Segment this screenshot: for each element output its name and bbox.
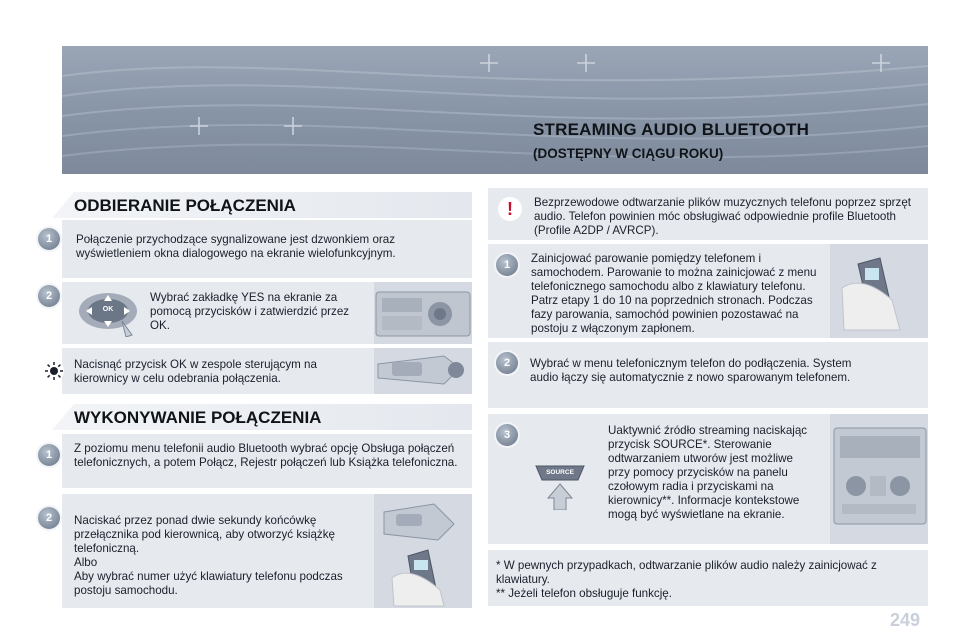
- sun-icon: [43, 360, 65, 382]
- making-step-2-text-1: Naciskać przez ponad dwie sekundy końcówkę przełącznika pod kierownicą, aby otworzyć książkę telefoniczną.: [74, 514, 335, 555]
- page-number: 249: [890, 610, 921, 630]
- step-number-badge: 1: [38, 444, 60, 466]
- exclamation-icon: !: [498, 197, 522, 221]
- step-number-badge: 1: [38, 228, 60, 250]
- step-number-badge: 3: [496, 424, 518, 446]
- wave-decoration: [62, 46, 928, 174]
- radio-panel-image: [374, 282, 472, 344]
- making-title: WYKONYWANIE POŁĄCZENIA: [74, 408, 322, 427]
- step-number-badge: 2: [38, 285, 60, 307]
- streaming-title: STREAMING AUDIO BLUETOOTH: [533, 120, 810, 139]
- receiving-step-1-text: Połączenie przychodzące sygnalizowane jest dzwonkiem oraz wyświetleniem okna dialogowego na ekranie wielofunkcyjnym.: [76, 233, 396, 260]
- radio-unit-image: [830, 414, 928, 544]
- steering-control-image: [374, 348, 472, 394]
- footnote-2: ** Jeżeli telefon obsługuje funkcję.: [496, 587, 672, 600]
- stalk-and-phone-image: [374, 494, 472, 608]
- step-number-badge: 2: [38, 507, 60, 529]
- streaming-step-1-text: Zainicjować parowanie pomiędzy telefonem i samochodem. Parowanie to można zainicjować z menu telefonicznego samochodu albo z klawiatury telefonu. Patrz etapy 1 do 10 na poprzednich stronach. Podczas fazy parowania, samochód powinien pozostawać na postoju z włączonym zapłonem.: [531, 252, 817, 335]
- receiving-tip-text: Nacisnąć przycisk OK w zespole sterującym na kierownicy w celu odebrania połączenia.: [74, 358, 317, 385]
- streaming-intro-text: Bezprzewodowe odtwarzanie plików muzycznych telefonu poprzez sprzęt audio. Telefon powinien móc obsługiwać odpowiednie profile Bluetooth (Profile A2DP / AVRCP).: [534, 196, 911, 237]
- step-number-badge: 2: [496, 352, 518, 374]
- streaming-step-3-text: Uaktywnić źródło streaming naciskając przycisk SOURCE*. Sterowanie odtwarzaniem utworów jest możliwe przy pomocy przycisków na panelu czołowym radia i przyciskami na kierownicy**. Informacje kontekstowe mogą być wyświetlane na ekranie.: [608, 424, 808, 521]
- footnote-1: * W pewnych przypadkach, odtwarzanie plików audio należy zainicjować z klawiatury.: [496, 559, 877, 586]
- ok-label: OK: [102, 306, 114, 313]
- streaming-subtitle: (DOSTĘPNY W CIĄGU ROKU): [533, 146, 724, 161]
- making-step-1-text: Z poziomu menu telefonii audio Bluetooth wybrać opcję Obsługa połączeń telefonicznych, a potem Połącz, Rejestr połączeń lub Książka telefoniczna.: [74, 442, 458, 469]
- receiving-step-2-text: Wybrać zakładkę YES na ekranie za pomocą przycisków i zatwierdzić przez OK.: [150, 291, 350, 332]
- phone-in-hand-image: [830, 244, 928, 338]
- header-banner: [62, 46, 928, 174]
- making-step-2-text-3: Aby wybrać numer użyć klawiatury telefonu podczas postoju samochodu.: [74, 570, 343, 597]
- making-step-2-text-2: Albo: [74, 556, 98, 569]
- step-number-badge: 1: [496, 254, 518, 276]
- streaming-step-2-text: Wybrać w menu telefonicznym telefon do podłączenia. System audio łączy się automatycznie z nowo sparowanym telefonem.: [530, 357, 852, 384]
- receiving-title: ODBIERANIE POŁĄCZENIA: [74, 196, 296, 215]
- source-label: SOURCE: [546, 469, 574, 476]
